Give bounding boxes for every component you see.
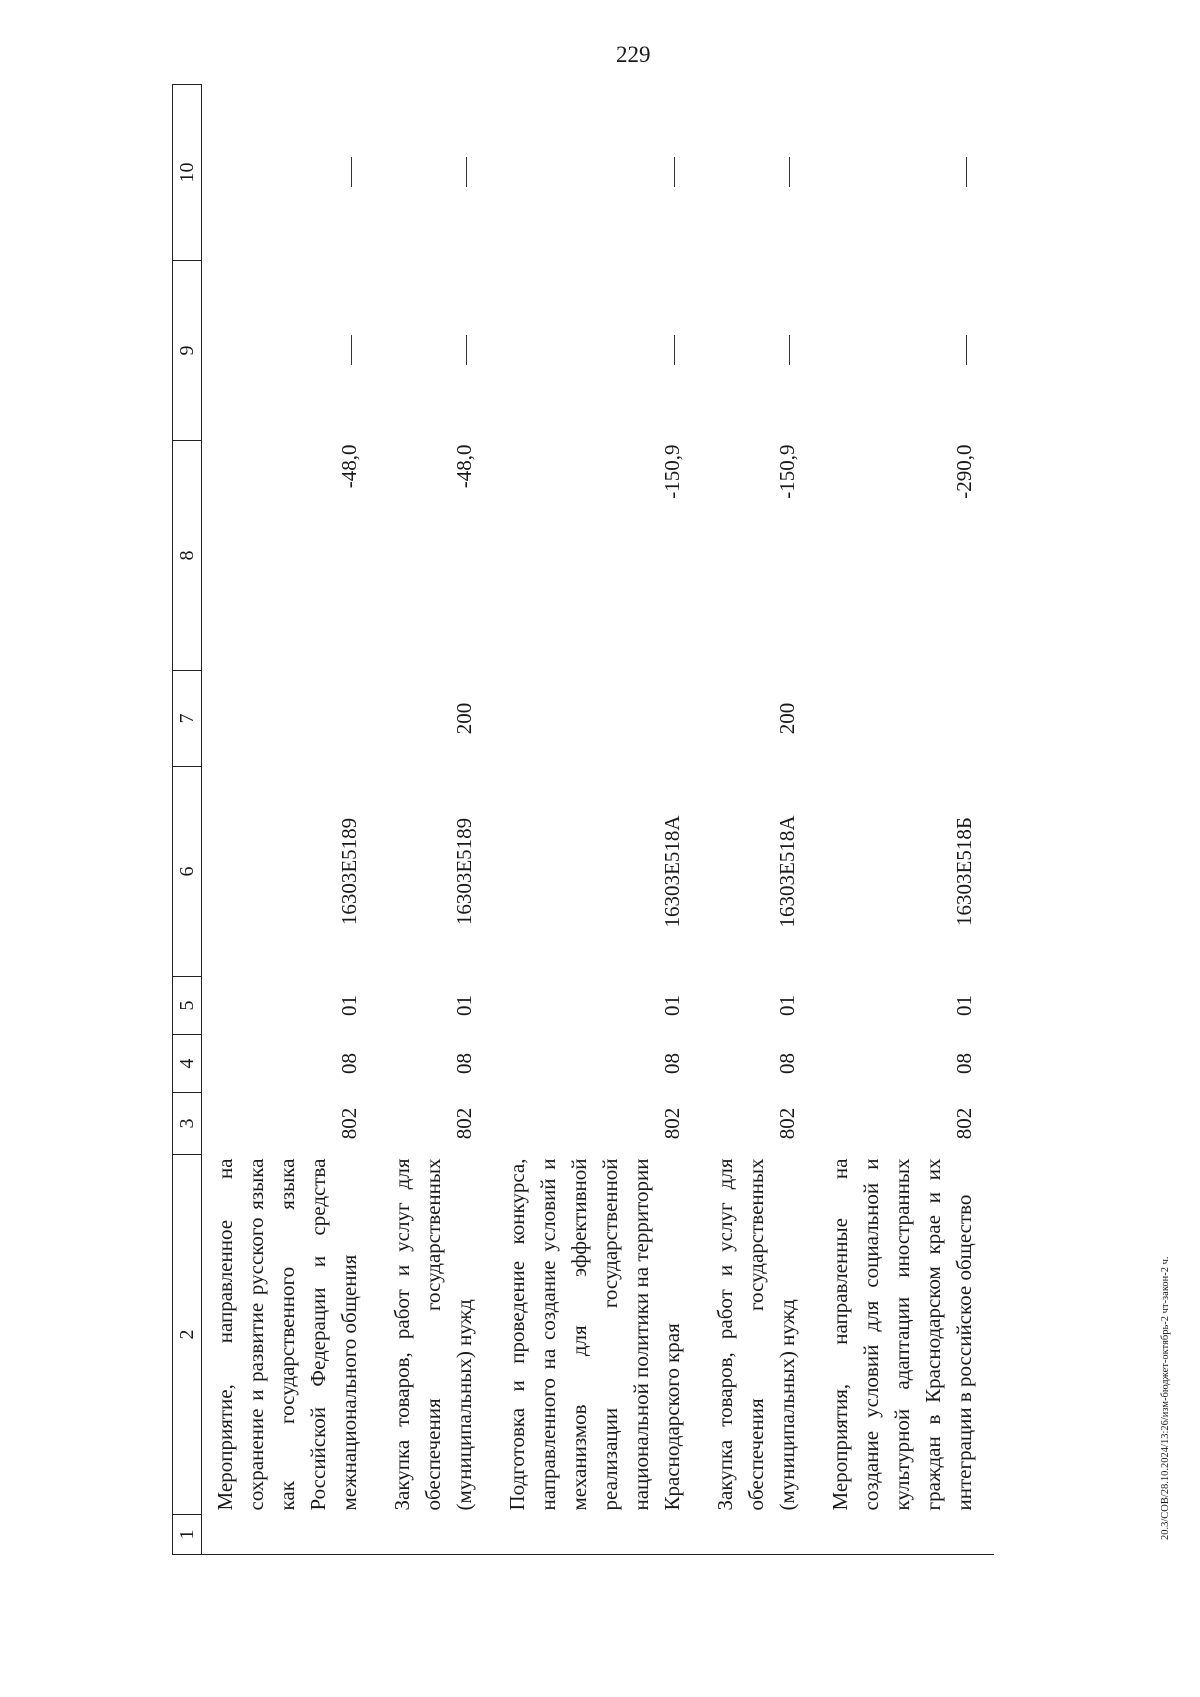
budget-table-rotated bbox=[172, 85, 1032, 1555]
dash-icon bbox=[966, 336, 967, 366]
row-index-cell bbox=[702, 1515, 817, 1555]
row-description: Закупка товаров, работ и услуг для обеспечения государственных (муниципальных) нужд bbox=[713, 1158, 799, 1511]
cell-col10 bbox=[817, 85, 994, 261]
cell-col9 bbox=[702, 261, 817, 441]
cell-amount: -48,0 bbox=[337, 444, 361, 489]
page-number: 229 bbox=[616, 42, 651, 67]
dash-icon bbox=[466, 158, 467, 188]
cell-amount: -150,9 bbox=[660, 444, 684, 499]
column-header: 10 bbox=[173, 85, 202, 261]
cell-ministry-code: 802 bbox=[775, 1107, 799, 1140]
dash-icon bbox=[966, 158, 967, 188]
cell-ministry-code: 802 bbox=[660, 1107, 684, 1140]
document-footer-code: 20.3/СОВ/28.10.2024/13:26/изм-бюджет-октябрь-2 чт-закон-2 ч. bbox=[1160, 1256, 1171, 1540]
table-row bbox=[494, 85, 702, 1555]
cell-subsection-code: 01 bbox=[660, 995, 684, 1016]
column-header: 2 bbox=[173, 1155, 202, 1515]
cell-expense-type bbox=[817, 671, 994, 767]
table-row bbox=[379, 85, 494, 1555]
dash-icon bbox=[789, 336, 790, 366]
cell-col10 bbox=[202, 85, 380, 261]
column-header: 9 bbox=[173, 261, 202, 441]
cell-col9 bbox=[817, 261, 994, 441]
cell-col9 bbox=[379, 261, 494, 441]
cell-ministry-code: 802 bbox=[952, 1107, 976, 1140]
cell-expense-type bbox=[202, 671, 380, 767]
cell-amount: -290,0 bbox=[952, 444, 976, 499]
dash-icon bbox=[789, 158, 790, 188]
dash-icon bbox=[674, 336, 675, 366]
cell-col10 bbox=[494, 85, 702, 261]
cell-subsection-code: 01 bbox=[775, 995, 799, 1016]
cell-target-article: 16303Е518Б bbox=[952, 817, 976, 926]
row-index-cell bbox=[494, 1515, 702, 1555]
dash-icon bbox=[674, 158, 675, 188]
row-description: Подготовка и проведение конкурса, направленного на создание условий и механизмов для эффективной реализации государственной национальной политики на территории Краснодарского края bbox=[505, 1158, 684, 1511]
cell-section-code: 08 bbox=[775, 1053, 799, 1074]
cell-target-article: 16303Е518А bbox=[775, 815, 799, 928]
cell-col9 bbox=[202, 261, 380, 441]
cell-section-code: 08 bbox=[660, 1053, 684, 1074]
cell-ministry-code: 802 bbox=[452, 1107, 476, 1140]
column-header: 8 bbox=[173, 441, 202, 671]
row-description: Мероприятия, направленные на создание условий для социальной и культурной адаптации иностранных граждан в Краснодарском крае и их интеграции в российское общество bbox=[828, 1158, 976, 1511]
cell-expense-type bbox=[494, 671, 702, 767]
cell-ministry-code: 802 bbox=[337, 1107, 361, 1140]
row-description: Мероприятие, направленное на сохранение и развитие русского языка как государственного языка Российской Федерации и средства межнационального общения bbox=[213, 1158, 361, 1511]
cell-section-code: 08 bbox=[452, 1053, 476, 1074]
column-header: 5 bbox=[173, 977, 202, 1035]
cell-section-code: 08 bbox=[952, 1053, 976, 1074]
table-row bbox=[702, 85, 817, 1555]
cell-subsection-code: 01 bbox=[452, 995, 476, 1016]
cell-amount: -48,0 bbox=[452, 444, 476, 489]
cell-expense-type: 200 bbox=[775, 702, 799, 735]
dash-icon bbox=[466, 336, 467, 366]
row-index-cell bbox=[817, 1515, 994, 1555]
cell-col10 bbox=[379, 85, 494, 261]
cell-col10 bbox=[702, 85, 817, 261]
column-header: 1 bbox=[173, 1515, 202, 1555]
cell-amount: -150,9 bbox=[775, 444, 799, 499]
column-header: 7 bbox=[173, 671, 202, 767]
cell-expense-type: 200 bbox=[452, 702, 476, 735]
dash-icon bbox=[351, 158, 352, 188]
cell-section-code: 08 bbox=[337, 1053, 361, 1074]
row-index-cell bbox=[379, 1515, 494, 1555]
table-header-row bbox=[173, 85, 202, 1555]
cell-subsection-code: 01 bbox=[952, 995, 976, 1016]
row-index-cell bbox=[202, 1515, 380, 1555]
cell-target-article: 16303Е5189 bbox=[452, 817, 476, 926]
row-description: Закупка товаров, работ и услуг для обеспечения государственных (муниципальных) нужд bbox=[390, 1158, 476, 1511]
cell-target-article: 16303Е5189 bbox=[337, 817, 361, 926]
table-row bbox=[817, 85, 994, 1555]
dash-icon bbox=[351, 336, 352, 366]
cell-target-article: 16303Е518А bbox=[660, 815, 684, 928]
budget-table bbox=[172, 84, 994, 1555]
cell-col9 bbox=[494, 261, 702, 441]
column-header: 4 bbox=[173, 1035, 202, 1093]
table-row bbox=[202, 85, 380, 1555]
column-header: 6 bbox=[173, 767, 202, 977]
cell-subsection-code: 01 bbox=[337, 995, 361, 1016]
column-header: 3 bbox=[173, 1093, 202, 1155]
